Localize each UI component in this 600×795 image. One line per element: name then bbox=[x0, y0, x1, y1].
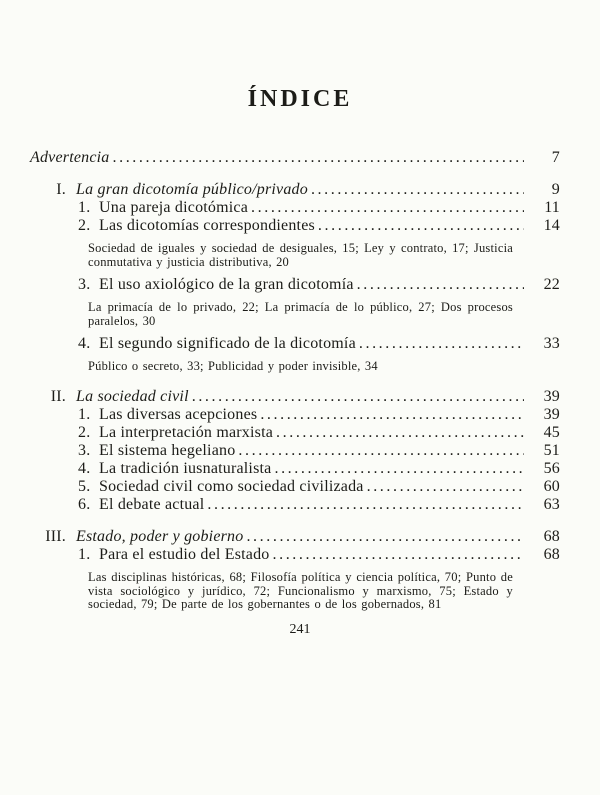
chapter-numeral: III. bbox=[45, 527, 66, 545]
entry-page-number: 14 bbox=[543, 217, 560, 234]
item-label: Las dicotomías correspondientes bbox=[99, 217, 315, 234]
entry-page-number: 22 bbox=[543, 276, 560, 294]
toc-subtopics-note: Sociedad de iguales y sociedad de desiguales, 15; Ley y contrato, 17; Justicia conmutativa y justicia distributiva, 20 bbox=[88, 241, 513, 269]
dot-leader bbox=[318, 217, 524, 235]
dot-leader bbox=[238, 442, 524, 460]
toc-item-3-1 bbox=[30, 546, 560, 564]
item-number: 2. bbox=[78, 217, 91, 234]
toc-chapter-2 bbox=[30, 388, 560, 406]
item-label: Sociedad civil como sociedad civilizada bbox=[99, 477, 364, 495]
item-number: 4. bbox=[78, 335, 91, 353]
dot-leader bbox=[274, 460, 524, 478]
item-label: El sistema hegeliano bbox=[99, 441, 236, 459]
dot-leader bbox=[311, 181, 524, 199]
item-number: 6. bbox=[78, 495, 91, 513]
entry-label: Advertencia bbox=[30, 149, 110, 166]
item-number: 5. bbox=[78, 477, 91, 495]
chapter-numeral: II. bbox=[50, 387, 66, 405]
item-number: 1. bbox=[78, 199, 91, 216]
item-label: El segundo significado de la dicotomía bbox=[99, 335, 356, 353]
toc-item-2-2 bbox=[30, 424, 560, 442]
book-page bbox=[0, 86, 600, 637]
item-label: Una pareja dicotómica bbox=[99, 199, 249, 216]
item-number: 3. bbox=[78, 276, 91, 294]
item-label: La tradición iusnaturalista bbox=[99, 459, 272, 477]
toc-item-1-3 bbox=[30, 276, 560, 294]
toc-item-2-1 bbox=[30, 406, 560, 424]
toc-item-1-2 bbox=[30, 217, 560, 235]
dot-leader bbox=[251, 199, 524, 217]
toc-item-2-4 bbox=[30, 460, 560, 478]
entry-page-number: 39 bbox=[543, 405, 560, 423]
chapter-title: Estado, poder y gobierno bbox=[76, 527, 244, 545]
entry-page-number: 11 bbox=[544, 199, 560, 216]
entry-page-number: 63 bbox=[543, 495, 560, 513]
item-number: 3. bbox=[78, 441, 91, 459]
item-number: 4. bbox=[78, 459, 91, 477]
item-label: El uso axiológico de la gran dicotomía bbox=[99, 276, 354, 294]
dot-leader bbox=[192, 388, 524, 406]
item-label: Para el estudio del Estado bbox=[99, 545, 270, 563]
entry-page-number: 9 bbox=[551, 181, 560, 198]
item-number: 1. bbox=[78, 405, 91, 423]
dot-leader bbox=[113, 149, 525, 167]
entry-page-number: 51 bbox=[543, 441, 560, 459]
dot-leader bbox=[276, 424, 524, 442]
item-number: 2. bbox=[78, 423, 91, 441]
dot-leader bbox=[359, 335, 524, 353]
toc-item-2-6 bbox=[30, 496, 560, 514]
page-title: ÍNDICE bbox=[247, 86, 353, 112]
item-number: 1. bbox=[78, 545, 91, 563]
toc-chapter-3 bbox=[30, 528, 560, 546]
item-label: El debate actual bbox=[99, 495, 205, 513]
toc-subtopics-note: Las disciplinas históricas, 68; Filosofía política y ciencia política, 70; Punto de vista sociológico y jurídico, 72; Funcionalismo y marxismo, 75; Estado y sociedad, 79; De parte de los gobernantes o de los gobernados, 81 bbox=[88, 569, 513, 612]
chapter-title: La sociedad civil bbox=[76, 387, 189, 405]
item-label: La interpretación marxista bbox=[99, 423, 274, 441]
dot-leader bbox=[260, 406, 524, 424]
toc-subtopics-note: La primacía de lo privado, 22; La primacía de lo público, 27; Dos procesos paralelos, 30 bbox=[88, 300, 513, 328]
entry-page-number: 45 bbox=[543, 423, 560, 441]
toc-entry-advertencia bbox=[30, 149, 560, 167]
chapter-title: La gran dicotomía público/privado bbox=[76, 181, 308, 198]
toc-item-2-5 bbox=[30, 478, 560, 496]
entry-page-number: 60 bbox=[543, 477, 560, 495]
dot-leader bbox=[367, 478, 524, 496]
toc-chapter-1 bbox=[30, 181, 560, 199]
entry-page-number: 7 bbox=[551, 149, 560, 166]
entry-page-number: 33 bbox=[543, 335, 560, 353]
dot-leader bbox=[273, 546, 525, 564]
dot-leader bbox=[357, 276, 524, 294]
folio-page-number: 241 bbox=[289, 621, 311, 637]
item-label: Las diversas acepciones bbox=[99, 405, 258, 423]
dot-leader bbox=[246, 528, 524, 546]
chapter-numeral: I. bbox=[56, 181, 66, 198]
dot-leader bbox=[207, 496, 524, 514]
toc-subtopics-note: Público o secreto, 33; Publicidad y poder invisible, 34 bbox=[88, 359, 378, 374]
toc-item-2-3 bbox=[30, 442, 560, 460]
entry-page-number: 68 bbox=[543, 527, 560, 545]
entry-page-number: 39 bbox=[543, 387, 560, 405]
entry-page-number: 68 bbox=[543, 545, 560, 563]
toc-item-1-4 bbox=[30, 335, 560, 353]
table-of-contents bbox=[30, 149, 560, 612]
entry-page-number: 56 bbox=[543, 459, 560, 477]
toc-item-1-1 bbox=[30, 199, 560, 217]
